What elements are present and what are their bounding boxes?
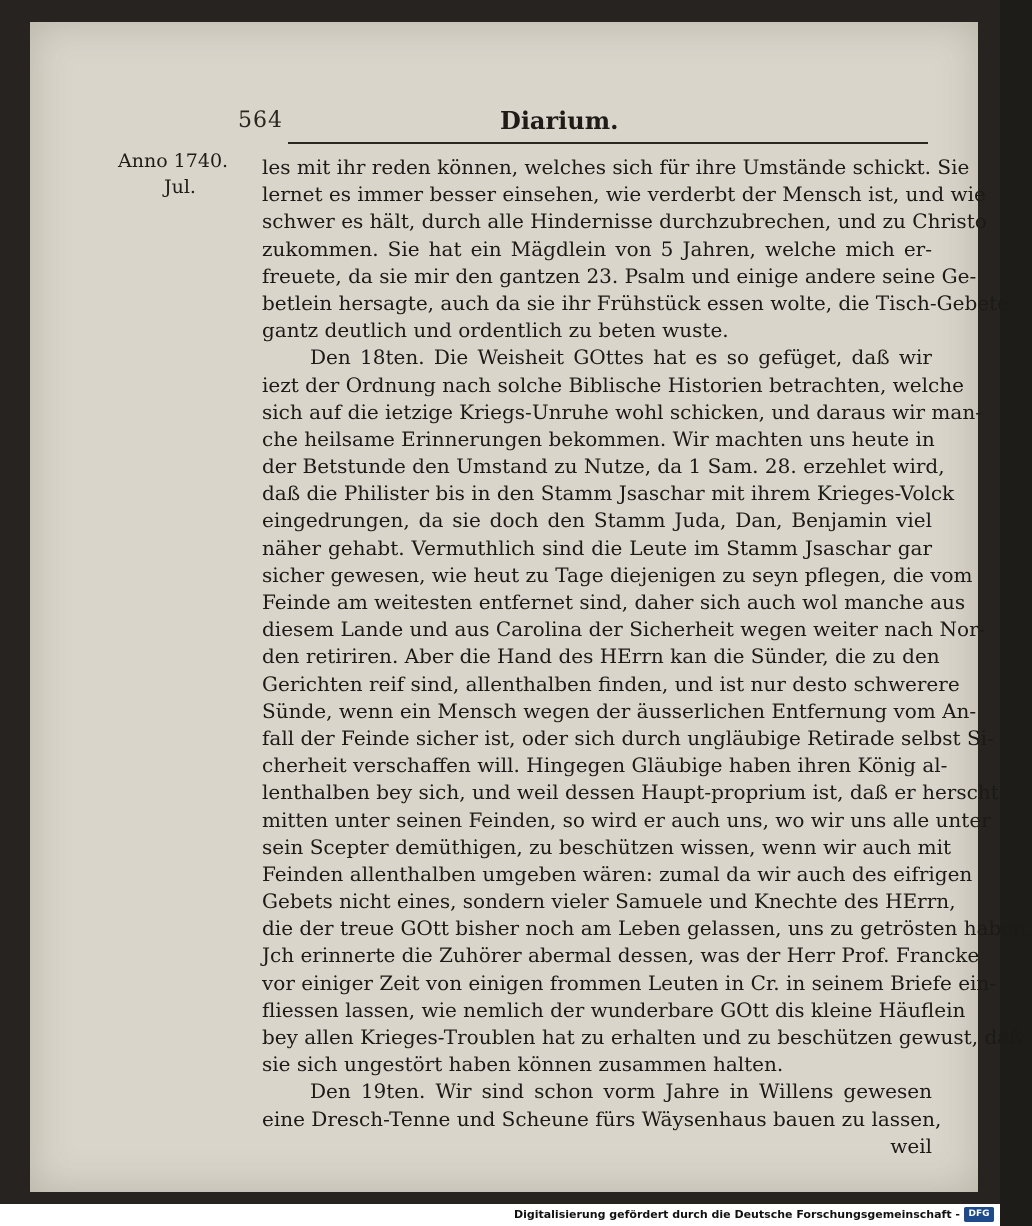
text-line: vor einiger Zeit von einigen frommen Leuten in Cr. in seinem Briefe ein- — [262, 970, 997, 995]
text-line: eine Dresch-Tenne und Scheune fürs Wäysenhaus bauen zu lassen, — [262, 1106, 942, 1131]
text-line: gantz deutlich und ordentlich zu beten wuste. — [262, 318, 729, 343]
text-line: sich auf die ietzige Kriegs-Unruhe wohl schicken, und daraus wir man- — [262, 399, 982, 424]
text-line: fall der Feinde sicher ist, oder sich durch ungläubige Retirade selbst Si- — [262, 725, 994, 750]
running-title: Diarium. — [500, 106, 619, 135]
text-line: weil — [890, 1133, 932, 1158]
margin-month: Jul. — [164, 176, 196, 198]
book-page — [30, 22, 1032, 1192]
text-line: mitten unter seinen Feinden, so wird er auch uns, wo wir uns alle unter — [262, 807, 991, 832]
text-line: sie sich ungestört haben können zusammen halten. — [262, 1052, 784, 1077]
text-line: zukommen. Sie hat ein Mägdlein von 5 Jahren, welche mich er- — [262, 236, 932, 261]
text-line: näher gehabt. Vermuthlich sind die Leute im Stamm Jsaschar gar — [262, 535, 932, 560]
dfg-logo: DFG — [964, 1207, 994, 1222]
text-line: les mit ihr reden können, welches sich für ihre Umstände schickt. Sie — [262, 155, 970, 179]
text-line: Feinden allenthalben umgeben wären: zumal da wir auch des eifrigen — [262, 861, 973, 886]
margin-note — [118, 148, 228, 200]
body-text — [262, 154, 1032, 1160]
text-line: den retiriren. Aber die Hand des HErrn kan die Sünder, die zu den — [262, 644, 940, 669]
text-line: Den 18ten. Die Weisheit GOttes hat es so gefüget, daß wir — [310, 345, 932, 370]
text-line: schwer es hält, durch alle Hindernisse durchzubrechen, und zu Christo — [262, 209, 987, 234]
text-line: fliessen lassen, wie nemlich der wunderbare GOtt dis kleine Häuflein — [262, 997, 966, 1022]
text-line: die der treue GOtt bisher noch am Leben gelassen, uns zu getrösten haben. — [262, 916, 1032, 941]
text-line: Feinde am weitesten entfernet sind, daher sich auch wol manche aus — [262, 590, 966, 614]
footer-credit: Digitalisierung gefördert durch die Deutsche Forschungsgemeinschaft - — [513, 1208, 960, 1221]
text-line: betlein hersagte, auch da sie ihr Frühstück essen wolte, die Tisch-Gebete — [262, 290, 1009, 315]
text-line: cherheit verschaffen will. Hingegen Gläubige haben ihren König al- — [262, 753, 948, 778]
text-line: der Betstunde den Umstand zu Nutze, da 1 Sam. 28. erzehlet wird, — [262, 454, 945, 479]
page-number: 564 — [238, 108, 283, 133]
text-line: Gebets nicht eines, sondern vieler Samuele und Knechte des HErrn, — [262, 889, 956, 914]
text-line: Jch erinnerte die Zuhörer abermal dessen, was der Herr Prof. Francke — [262, 943, 980, 968]
margin-year: Anno 1740. — [118, 150, 229, 172]
text-line: che heilsame Erinnerungen bekommen. Wir machten uns heute in — [262, 426, 935, 451]
text-line: sicher gewesen, wie heut zu Tage diejenigen zu seyn pflegen, die vom — [262, 562, 973, 587]
text-line: daß die Philister bis in den Stamm Jsaschar mit ihrem Krieges-Volck — [262, 481, 955, 506]
text-line: eingedrungen, da sie doch den Stamm Juda, Dan, Benjamin viel — [262, 508, 932, 533]
text-line: freuete, da sie mir den gantzen 23. Psalm und einige andere seine Ge- — [262, 263, 977, 288]
text-line: Gerichten reif sind, allenthalben finden, und ist nur desto schwerere — [262, 671, 960, 696]
text-line: Sünde, wenn ein Mensch wegen der äusserlichen Entfernung vom An- — [262, 698, 977, 723]
text-line: sein Scepter demüthigen, zu beschützen wissen, wenn wir auch mit — [262, 834, 952, 859]
text-line: diesem Lande und aus Carolina der Sicherheit wegen weiter nach Nor- — [262, 617, 986, 642]
text-line: lernet es immer besser einsehen, wie verderbt der Mensch ist, und wie — [262, 182, 986, 207]
text-line: Den 19ten. Wir sind schon vorm Jahre in Willens gewesen — [310, 1079, 932, 1104]
header-rule — [288, 142, 928, 144]
footer-bar — [0, 1204, 1000, 1226]
text-line: iezt der Ordnung nach solche Biblische Historien betrachten, welche — [262, 372, 964, 397]
text-line: lenthalben bey sich, und weil dessen Haupt-proprium ist, daß er herscht — [262, 780, 999, 805]
text-line: bey allen Krieges-Troublen hat zu erhalten und zu beschützen gewust, daß — [262, 1025, 1023, 1049]
